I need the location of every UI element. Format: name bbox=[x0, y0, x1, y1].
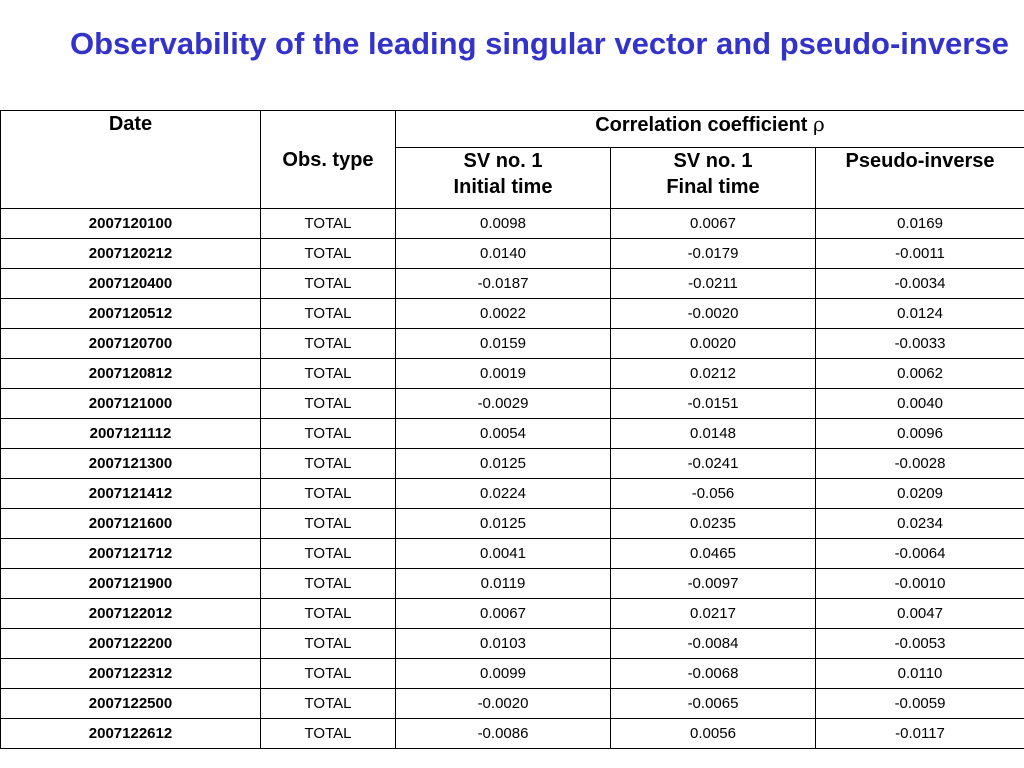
rho-symbol: ρ bbox=[813, 112, 825, 136]
obs-type-cell: TOTAL bbox=[261, 419, 396, 449]
sv-initial-cell: -0.0187 bbox=[396, 269, 611, 299]
sv-final-cell: 0.0212 bbox=[611, 359, 816, 389]
sv-final-cell: -0.0084 bbox=[611, 629, 816, 659]
date-cell: 2007121300 bbox=[1, 449, 261, 479]
table-row bbox=[1, 659, 1024, 689]
obs-type-cell: TOTAL bbox=[261, 479, 396, 509]
sv-final-cell: 0.0217 bbox=[611, 599, 816, 629]
sv-initial-cell: 0.0041 bbox=[396, 539, 611, 569]
sv-final-cell: -0.0097 bbox=[611, 569, 816, 599]
sv-final-cell: -0.0179 bbox=[611, 239, 816, 269]
pseudo-inverse-cell: -0.0011 bbox=[816, 239, 1024, 269]
obs-type-cell: TOTAL bbox=[261, 569, 396, 599]
pseudo-inverse-header: Pseudo-inverse bbox=[816, 148, 1024, 209]
date-cell: 2007121112 bbox=[1, 419, 261, 449]
pseudo-inverse-cell: 0.0124 bbox=[816, 299, 1024, 329]
table-row bbox=[1, 419, 1024, 449]
sv-initial-cell: 0.0159 bbox=[396, 329, 611, 359]
pseudo-inverse-cell: -0.0010 bbox=[816, 569, 1024, 599]
table-row bbox=[1, 509, 1024, 539]
pseudo-inverse-cell: 0.0209 bbox=[816, 479, 1024, 509]
sv-initial-cell: 0.0140 bbox=[396, 239, 611, 269]
sv1-initial-line1: SV no. 1 bbox=[463, 150, 543, 172]
table-row bbox=[1, 629, 1024, 659]
table-row bbox=[1, 269, 1024, 299]
table-row bbox=[1, 689, 1024, 719]
pseudo-inverse-cell: -0.0028 bbox=[816, 449, 1024, 479]
sv-final-cell: -0.0065 bbox=[611, 689, 816, 719]
sv-initial-cell: 0.0119 bbox=[396, 569, 611, 599]
date-cell: 2007120100 bbox=[1, 209, 261, 239]
sv-final-cell: 0.0465 bbox=[611, 539, 816, 569]
date-cell: 2007121000 bbox=[1, 389, 261, 419]
sv-initial-cell: 0.0125 bbox=[396, 509, 611, 539]
sv-initial-cell: 0.0224 bbox=[396, 479, 611, 509]
pseudo-inverse-cell: 0.0234 bbox=[816, 509, 1024, 539]
obs-type-cell: TOTAL bbox=[261, 659, 396, 689]
sv-initial-cell: 0.0098 bbox=[396, 209, 611, 239]
pseudo-inverse-cell: 0.0062 bbox=[816, 359, 1024, 389]
table-row bbox=[1, 449, 1024, 479]
sv-initial-cell: 0.0022 bbox=[396, 299, 611, 329]
obs-type-cell: TOTAL bbox=[261, 269, 396, 299]
date-cell: 2007120512 bbox=[1, 299, 261, 329]
pseudo-inverse-cell: -0.0034 bbox=[816, 269, 1024, 299]
sv-initial-cell: -0.0020 bbox=[396, 689, 611, 719]
pseudo-inverse-cell: 0.0047 bbox=[816, 599, 1024, 629]
header-row-top bbox=[1, 111, 1024, 148]
date-cell: 2007121600 bbox=[1, 509, 261, 539]
table-row bbox=[1, 299, 1024, 329]
pseudo-inverse-cell: -0.0053 bbox=[816, 629, 1024, 659]
slide-title: Observability of the leading singular vector and pseudo-inverse bbox=[70, 26, 1009, 61]
table-row bbox=[1, 329, 1024, 359]
sv-initial-cell: 0.0019 bbox=[396, 359, 611, 389]
obs-type-cell: TOTAL bbox=[261, 239, 396, 269]
sv-final-cell: -0.0068 bbox=[611, 659, 816, 689]
pseudo-inverse-cell: -0.0064 bbox=[816, 539, 1024, 569]
pseudo-inverse-cell: 0.0040 bbox=[816, 389, 1024, 419]
pseudo-inverse-cell: -0.0117 bbox=[816, 719, 1024, 749]
table-row bbox=[1, 389, 1024, 419]
obs-type-cell: TOTAL bbox=[261, 599, 396, 629]
obs-type-cell: TOTAL bbox=[261, 719, 396, 749]
sv1-final-header bbox=[611, 148, 816, 209]
obs-type-cell: TOTAL bbox=[261, 539, 396, 569]
date-cell: 2007121900 bbox=[1, 569, 261, 599]
date-cell: 2007122612 bbox=[1, 719, 261, 749]
pseudo-inverse-cell: 0.0110 bbox=[816, 659, 1024, 689]
obs-type-cell: TOTAL bbox=[261, 299, 396, 329]
pseudo-inverse-cell: -0.0033 bbox=[816, 329, 1024, 359]
pseudo-inverse-cell: 0.0169 bbox=[816, 209, 1024, 239]
obs-type-cell: TOTAL bbox=[261, 209, 396, 239]
sv-initial-cell: 0.0067 bbox=[396, 599, 611, 629]
sv-final-cell: 0.0020 bbox=[611, 329, 816, 359]
sv-final-cell: -0.0020 bbox=[611, 299, 816, 329]
sv-initial-cell: 0.0103 bbox=[396, 629, 611, 659]
date-cell: 2007120400 bbox=[1, 269, 261, 299]
table-row bbox=[1, 239, 1024, 269]
obs-type-cell: TOTAL bbox=[261, 329, 396, 359]
obs-type-cell: TOTAL bbox=[261, 629, 396, 659]
obs-type-header: Obs. type bbox=[261, 111, 396, 209]
sv-final-cell: 0.0067 bbox=[611, 209, 816, 239]
date-header: Date bbox=[1, 111, 261, 209]
sv-initial-cell: 0.0125 bbox=[396, 449, 611, 479]
correlation-table bbox=[0, 110, 1024, 749]
sv1-initial-line2: Initial time bbox=[453, 176, 553, 198]
table-row bbox=[1, 599, 1024, 629]
table-row bbox=[1, 479, 1024, 509]
sv-initial-cell: 0.0054 bbox=[396, 419, 611, 449]
date-cell: 2007121712 bbox=[1, 539, 261, 569]
date-cell: 2007122200 bbox=[1, 629, 261, 659]
sv-final-cell: -0.0241 bbox=[611, 449, 816, 479]
table-row bbox=[1, 359, 1024, 389]
date-cell: 2007122500 bbox=[1, 689, 261, 719]
sv-final-cell: -0.0151 bbox=[611, 389, 816, 419]
pseudo-inverse-cell: -0.0059 bbox=[816, 689, 1024, 719]
obs-type-cell: TOTAL bbox=[261, 359, 396, 389]
sv-final-cell: 0.0056 bbox=[611, 719, 816, 749]
sv-initial-cell: -0.0029 bbox=[396, 389, 611, 419]
date-cell: 2007120212 bbox=[1, 239, 261, 269]
pseudo-inverse-cell: 0.0096 bbox=[816, 419, 1024, 449]
table-row bbox=[1, 719, 1024, 749]
obs-type-cell: TOTAL bbox=[261, 689, 396, 719]
obs-type-cell: TOTAL bbox=[261, 389, 396, 419]
table-row bbox=[1, 209, 1024, 239]
sv1-final-line1: SV no. 1 bbox=[673, 150, 753, 172]
sv1-final-line2: Final time bbox=[666, 176, 760, 198]
sv-initial-cell: 0.0099 bbox=[396, 659, 611, 689]
table-row bbox=[1, 539, 1024, 569]
table-header bbox=[1, 111, 1024, 209]
date-cell: 2007120700 bbox=[1, 329, 261, 359]
sv-final-cell: -0.0211 bbox=[611, 269, 816, 299]
table-body bbox=[1, 209, 1024, 749]
sv-final-cell: -0.056 bbox=[611, 479, 816, 509]
obs-type-cell: TOTAL bbox=[261, 449, 396, 479]
date-cell: 2007121412 bbox=[1, 479, 261, 509]
date-cell: 2007122012 bbox=[1, 599, 261, 629]
correlation-group-header bbox=[396, 111, 1024, 148]
date-cell: 2007120812 bbox=[1, 359, 261, 389]
sv-initial-cell: -0.0086 bbox=[396, 719, 611, 749]
table-row bbox=[1, 569, 1024, 599]
obs-type-cell: TOTAL bbox=[261, 509, 396, 539]
sv-final-cell: 0.0148 bbox=[611, 419, 816, 449]
sv-final-cell: 0.0235 bbox=[611, 509, 816, 539]
correlation-group-label: Correlation coefficient bbox=[595, 114, 808, 136]
date-cell: 2007122312 bbox=[1, 659, 261, 689]
sv1-initial-header bbox=[396, 148, 611, 209]
